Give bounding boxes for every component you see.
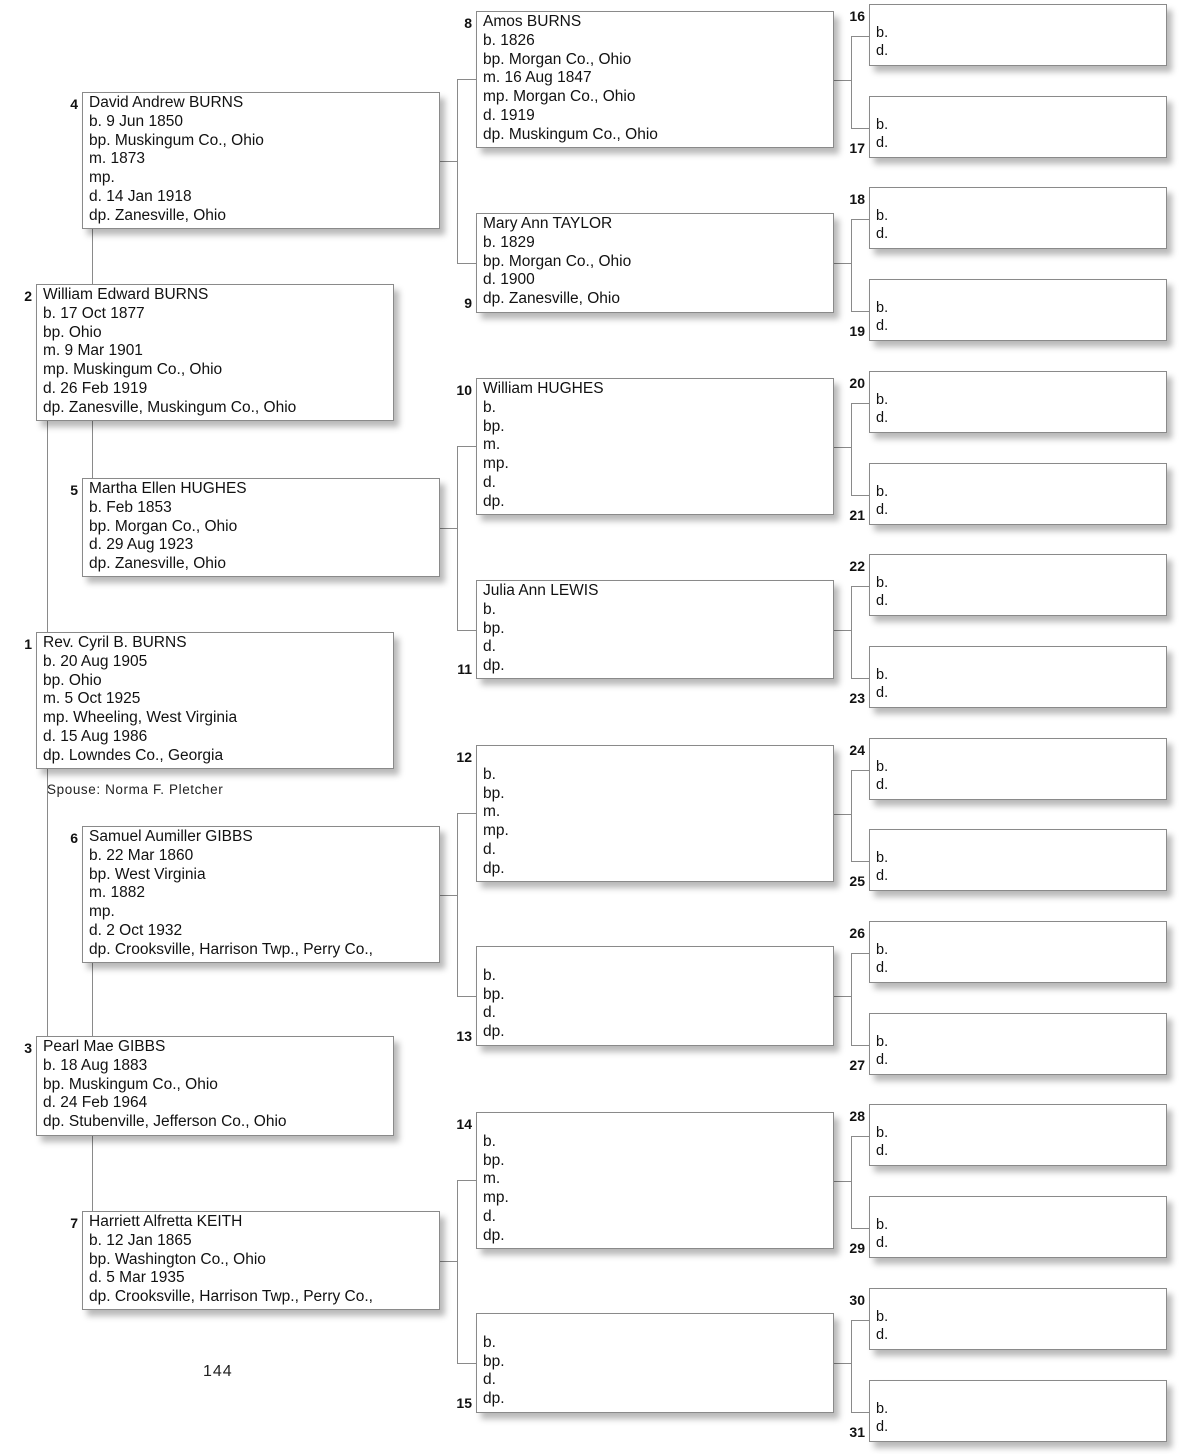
person-name bbox=[483, 1114, 833, 1133]
person-box-13[interactable] bbox=[476, 946, 834, 1046]
person-number-20: 20 bbox=[849, 375, 865, 391]
person-detail: dp. bbox=[483, 859, 505, 877]
connector-6 bbox=[440, 895, 457, 896]
person-detail: d. bbox=[876, 226, 889, 242]
person-detail: d. bbox=[483, 1371, 496, 1389]
connector-5-vertical bbox=[457, 446, 458, 630]
person-box-11[interactable] bbox=[476, 580, 834, 679]
person-name bbox=[483, 747, 833, 766]
person-detail: b. bbox=[876, 207, 889, 224]
person-detail: d. bbox=[483, 638, 496, 656]
person-detail: b. bbox=[876, 1308, 889, 1325]
person-name bbox=[876, 647, 1166, 666]
person-box-26[interactable] bbox=[869, 921, 1167, 983]
person-box-7[interactable] bbox=[82, 1211, 440, 1310]
person-number-30: 30 bbox=[849, 1292, 865, 1308]
person-detail: mp. bbox=[89, 903, 115, 921]
connector-10 bbox=[834, 447, 851, 448]
person-detail: d. bbox=[876, 318, 889, 334]
connector-7 bbox=[440, 1261, 457, 1262]
person-detail: b. bbox=[876, 1216, 889, 1233]
connector-4-to-8 bbox=[457, 79, 476, 80]
person-name bbox=[483, 948, 833, 967]
person-name: Julia Ann LEWIS bbox=[483, 582, 599, 599]
person-box-16[interactable] bbox=[869, 4, 1167, 66]
person-detail: mp. Wheeling, West Virginia bbox=[43, 709, 238, 727]
person-detail: d. bbox=[876, 1419, 889, 1435]
person-detail: b. bbox=[876, 1400, 889, 1417]
person-number-2: 2 bbox=[24, 288, 32, 304]
person-detail: d. 1919 bbox=[483, 106, 535, 124]
person-detail: d. bbox=[876, 410, 889, 426]
person-detail: bp. bbox=[483, 619, 505, 637]
person-detail: b. Feb 1853 bbox=[89, 498, 172, 516]
person-box-18[interactable] bbox=[869, 187, 1167, 249]
person-detail: dp. bbox=[483, 657, 505, 675]
connector-5-to-11 bbox=[457, 630, 476, 631]
person-box-3[interactable] bbox=[36, 1036, 394, 1136]
person-box-24[interactable] bbox=[869, 738, 1167, 800]
person-detail: b. bbox=[876, 483, 889, 500]
connector-7-vertical bbox=[457, 1180, 458, 1363]
connector-7-to-15 bbox=[457, 1363, 476, 1364]
person-detail: mp. bbox=[483, 822, 509, 840]
connector-14 bbox=[834, 1181, 851, 1182]
person-detail: d. 1900 bbox=[483, 271, 535, 289]
person-number-18: 18 bbox=[849, 191, 865, 207]
person-detail: mp. bbox=[89, 169, 115, 187]
person-box-29[interactable] bbox=[869, 1196, 1167, 1258]
person-number-10: 10 bbox=[456, 382, 472, 398]
person-detail: b. bbox=[876, 941, 889, 958]
person-name bbox=[876, 372, 1166, 391]
person-detail: b. 1826 bbox=[483, 31, 535, 49]
connector-4-vertical bbox=[457, 79, 458, 263]
person-detail: bp. bbox=[483, 417, 505, 435]
connector-11-to-22 bbox=[851, 586, 869, 587]
person-detail: dp. Zanesville, Ohio bbox=[483, 290, 620, 308]
connector-10-to-20 bbox=[851, 403, 869, 404]
person-detail: b. bbox=[876, 758, 889, 775]
person-number-31: 31 bbox=[849, 1424, 865, 1440]
person-detail: dp. Stubenville, Jefferson Co., Ohio bbox=[43, 1113, 287, 1131]
person-detail: d. bbox=[483, 1004, 496, 1022]
person-detail: b. bbox=[483, 765, 496, 783]
person-number-16: 16 bbox=[849, 8, 865, 24]
person-number-5: 5 bbox=[70, 482, 78, 498]
person-detail: m. 9 Mar 1901 bbox=[43, 342, 143, 360]
person-detail: b. bbox=[483, 600, 496, 618]
connector-8-to-16 bbox=[851, 36, 869, 37]
person-box-31[interactable] bbox=[869, 1380, 1167, 1442]
spouse-note: Spouse: Norma F. Pletcher bbox=[47, 782, 224, 797]
person-detail: d. bbox=[876, 43, 889, 59]
person-number-8: 8 bbox=[464, 15, 472, 31]
person-detail: b. bbox=[876, 666, 889, 683]
person-detail: d. bbox=[876, 502, 889, 518]
connector-5-to-10 bbox=[457, 446, 476, 447]
person-name: William Edward BURNS bbox=[43, 286, 209, 303]
connector-13-vertical bbox=[851, 953, 852, 1045]
person-box-28[interactable] bbox=[869, 1104, 1167, 1166]
person-detail: mp. bbox=[483, 1189, 509, 1207]
person-detail: d. 2 Oct 1932 bbox=[89, 921, 183, 939]
person-box-27[interactable] bbox=[869, 1013, 1167, 1075]
person-name bbox=[876, 5, 1166, 24]
person-detail: m. bbox=[483, 803, 501, 821]
person-detail: dp. Zanesville, Ohio bbox=[89, 206, 226, 224]
person-detail: mp. bbox=[483, 455, 509, 473]
connector-8-to-17 bbox=[851, 128, 869, 129]
connector-14-vertical bbox=[851, 1136, 852, 1228]
person-box-10[interactable] bbox=[476, 378, 834, 515]
person-name bbox=[876, 97, 1166, 116]
person-detail: dp. Crooksville, Harrison Twp., Perry Co., bbox=[89, 1288, 373, 1306]
connector-15-to-30 bbox=[851, 1320, 869, 1321]
connector-15 bbox=[834, 1363, 851, 1364]
connector-12-to-24 bbox=[851, 770, 869, 771]
person-detail: b. bbox=[483, 398, 496, 416]
connector-8 bbox=[834, 80, 851, 81]
connector-6-to-13 bbox=[457, 996, 476, 997]
person-detail: mp. Morgan Co., Ohio bbox=[483, 88, 636, 106]
person-detail: b. bbox=[876, 574, 889, 591]
person-box-2[interactable] bbox=[36, 284, 394, 421]
person-name bbox=[876, 1105, 1166, 1124]
person-detail: b. bbox=[876, 849, 889, 866]
person-name: William HUGHES bbox=[483, 380, 604, 397]
connector-8-vertical bbox=[851, 36, 852, 128]
person-number-24: 24 bbox=[849, 742, 865, 758]
connector-11-to-23 bbox=[851, 678, 869, 679]
connector-15-to-31 bbox=[851, 1412, 869, 1413]
person-box-22[interactable] bbox=[869, 554, 1167, 616]
person-name bbox=[876, 922, 1166, 941]
person-detail: d. 26 Feb 1919 bbox=[43, 379, 148, 397]
person-number-28: 28 bbox=[849, 1108, 865, 1124]
person-detail: m. 1882 bbox=[89, 884, 146, 902]
connector-14-to-29 bbox=[851, 1228, 869, 1229]
connector-6-vertical bbox=[457, 813, 458, 996]
person-detail: d. bbox=[876, 1327, 889, 1343]
person-detail: b. 20 Aug 1905 bbox=[43, 652, 148, 670]
connector-13-to-26 bbox=[851, 953, 869, 954]
person-detail: d. bbox=[876, 1052, 889, 1068]
person-number-1: 1 bbox=[24, 636, 32, 652]
person-name: Rev. Cyril B. BURNS bbox=[43, 634, 187, 651]
person-detail: b. 12 Jan 1865 bbox=[89, 1231, 192, 1249]
person-detail: b. bbox=[483, 1132, 496, 1150]
person-detail: d. bbox=[876, 1143, 889, 1159]
person-detail: dp. bbox=[483, 1023, 505, 1041]
person-detail: b. bbox=[876, 1033, 889, 1050]
person-detail: bp. Morgan Co., Ohio bbox=[483, 252, 632, 270]
person-detail: d. 24 Feb 1964 bbox=[43, 1094, 148, 1112]
person-detail: bp. Ohio bbox=[43, 323, 102, 341]
person-detail: d. 15 Aug 1986 bbox=[43, 727, 148, 745]
person-detail: b. 17 Oct 1877 bbox=[43, 304, 145, 322]
person-box-30[interactable] bbox=[869, 1288, 1167, 1350]
page-number: 144 bbox=[203, 1363, 233, 1380]
connector-12-to-25 bbox=[851, 861, 869, 862]
person-number-17: 17 bbox=[849, 140, 865, 156]
person-number-12: 12 bbox=[456, 749, 472, 765]
person-detail: bp. bbox=[483, 784, 505, 802]
person-detail: m. 5 Oct 1925 bbox=[43, 690, 141, 708]
connector-4 bbox=[440, 161, 457, 162]
person-number-22: 22 bbox=[849, 558, 865, 574]
person-box-25[interactable] bbox=[869, 829, 1167, 891]
person-detail: dp. bbox=[483, 1390, 505, 1408]
person-detail: b. bbox=[876, 391, 889, 408]
person-detail: b. 9 Jun 1850 bbox=[89, 112, 183, 130]
person-number-19: 19 bbox=[849, 323, 865, 339]
person-number-26: 26 bbox=[849, 925, 865, 941]
connector-14-to-28 bbox=[851, 1136, 869, 1137]
person-number-7: 7 bbox=[70, 1215, 78, 1231]
person-name bbox=[876, 280, 1166, 299]
person-detail: d. bbox=[876, 1235, 889, 1251]
person-detail: d. bbox=[483, 840, 496, 858]
person-number-9: 9 bbox=[464, 295, 472, 311]
connector-9-to-18 bbox=[851, 219, 869, 220]
person-detail: b. 18 Aug 1883 bbox=[43, 1056, 148, 1074]
connector-15-vertical bbox=[851, 1320, 852, 1412]
person-box-14[interactable] bbox=[476, 1112, 834, 1249]
connector-10-to-21 bbox=[851, 495, 869, 496]
person-detail: bp. Muskingum Co., Ohio bbox=[89, 131, 264, 149]
person-name: Harriett Alfretta KEITH bbox=[89, 1213, 243, 1230]
person-detail: b. 1829 bbox=[483, 233, 535, 251]
person-detail: dp. Muskingum Co., Ohio bbox=[483, 125, 658, 143]
person-name: Samuel Aumiller GIBBS bbox=[89, 828, 253, 845]
person-detail: bp. bbox=[483, 985, 505, 1003]
person-box-9[interactable] bbox=[476, 213, 834, 313]
person-number-27: 27 bbox=[849, 1057, 865, 1073]
person-detail: dp. bbox=[483, 1226, 505, 1244]
person-box-23[interactable] bbox=[869, 646, 1167, 708]
person-number-21: 21 bbox=[849, 507, 865, 523]
person-detail: d. 14 Jan 1918 bbox=[89, 187, 192, 205]
person-box-12[interactable] bbox=[476, 745, 834, 882]
person-name bbox=[876, 739, 1166, 758]
person-detail: dp. Zanesville, Ohio bbox=[89, 555, 226, 573]
connector-13-to-27 bbox=[851, 1045, 869, 1046]
person-detail: dp. bbox=[483, 492, 505, 510]
person-number-14: 14 bbox=[456, 1116, 472, 1132]
person-detail: bp. bbox=[483, 1352, 505, 1370]
person-name bbox=[483, 1315, 833, 1334]
person-detail: bp. bbox=[483, 1151, 505, 1169]
person-detail: b. bbox=[876, 299, 889, 316]
person-name: David Andrew BURNS bbox=[89, 94, 244, 111]
person-detail: m. bbox=[483, 1170, 501, 1188]
person-name bbox=[876, 1381, 1166, 1400]
person-number-13: 13 bbox=[456, 1028, 472, 1044]
person-number-4: 4 bbox=[70, 96, 78, 112]
person-name: Amos BURNS bbox=[483, 13, 582, 30]
person-number-6: 6 bbox=[70, 830, 78, 846]
person-detail: b. bbox=[876, 24, 889, 41]
person-detail: b. bbox=[483, 1333, 496, 1351]
person-number-23: 23 bbox=[849, 690, 865, 706]
person-number-29: 29 bbox=[849, 1240, 865, 1256]
person-box-5[interactable] bbox=[82, 478, 440, 577]
person-box-4[interactable] bbox=[82, 92, 440, 229]
person-number-25: 25 bbox=[849, 873, 865, 889]
person-detail: dp. Lowndes Co., Georgia bbox=[43, 746, 224, 764]
person-detail: mp. Muskingum Co., Ohio bbox=[43, 361, 223, 379]
person-detail: m. bbox=[483, 436, 501, 454]
person-detail: d. bbox=[876, 868, 889, 884]
person-number-3: 3 bbox=[24, 1040, 32, 1056]
person-number-15: 15 bbox=[456, 1395, 472, 1411]
connector-11-vertical bbox=[851, 586, 852, 678]
connector-10-vertical bbox=[851, 403, 852, 495]
person-box-1[interactable] bbox=[36, 632, 394, 769]
connector-9 bbox=[834, 263, 851, 264]
connector-4-to-9 bbox=[457, 263, 476, 264]
person-box-6[interactable] bbox=[82, 826, 440, 963]
person-name bbox=[876, 555, 1166, 574]
person-detail: d. bbox=[876, 593, 889, 609]
connector-9-to-19 bbox=[851, 311, 869, 312]
person-box-15[interactable] bbox=[476, 1313, 834, 1413]
person-detail: b. 22 Mar 1860 bbox=[89, 846, 194, 864]
person-box-8[interactable] bbox=[476, 11, 834, 148]
connector-12-vertical bbox=[851, 770, 852, 861]
person-detail: b. bbox=[876, 1124, 889, 1141]
connector-11 bbox=[834, 630, 851, 631]
person-detail: d. 29 Aug 1923 bbox=[89, 536, 194, 554]
person-detail: d. bbox=[876, 135, 889, 151]
person-name: Pearl Mae GIBBS bbox=[43, 1038, 166, 1055]
person-name: Martha Ellen HUGHES bbox=[89, 480, 247, 497]
person-detail: dp. Zanesville, Muskingum Co., Ohio bbox=[43, 398, 297, 416]
person-name: Mary Ann TAYLOR bbox=[483, 215, 613, 232]
person-box-19[interactable] bbox=[869, 279, 1167, 341]
person-detail: dp. Crooksville, Harrison Twp., Perry Co., bbox=[89, 940, 373, 958]
person-detail: d. bbox=[483, 473, 496, 491]
person-box-17[interactable] bbox=[869, 96, 1167, 158]
person-detail: bp. Muskingum Co., Ohio bbox=[43, 1075, 218, 1093]
person-detail: bp. Washington Co., Ohio bbox=[89, 1250, 266, 1268]
person-detail: m. 16 Aug 1847 bbox=[483, 69, 592, 87]
person-detail: b. bbox=[876, 116, 889, 133]
person-box-21[interactable] bbox=[869, 463, 1167, 525]
person-detail: d. bbox=[876, 777, 889, 793]
person-name bbox=[876, 188, 1166, 207]
connector-6-to-12 bbox=[457, 813, 476, 814]
person-detail: bp. West Virginia bbox=[89, 865, 206, 883]
person-detail: d. bbox=[483, 1207, 496, 1225]
person-name bbox=[876, 464, 1166, 483]
person-name bbox=[876, 1014, 1166, 1033]
person-number-11: 11 bbox=[457, 661, 472, 677]
person-detail: b. bbox=[483, 966, 496, 984]
connector-7-to-14 bbox=[457, 1180, 476, 1181]
person-detail: bp. Ohio bbox=[43, 671, 102, 689]
connector-13 bbox=[834, 996, 851, 997]
person-detail: bp. Morgan Co., Ohio bbox=[483, 50, 632, 68]
person-detail: d. bbox=[876, 960, 889, 976]
person-detail: d. bbox=[876, 685, 889, 701]
person-name bbox=[876, 1197, 1166, 1216]
connector-9-vertical bbox=[851, 219, 852, 311]
person-detail: m. 1873 bbox=[89, 150, 146, 168]
person-detail: bp. Morgan Co., Ohio bbox=[89, 517, 238, 535]
person-name bbox=[876, 830, 1166, 849]
person-name bbox=[876, 1289, 1166, 1308]
connector-12 bbox=[834, 814, 851, 815]
connector-5 bbox=[440, 528, 457, 529]
person-detail: d. 5 Mar 1935 bbox=[89, 1269, 185, 1287]
person-box-20[interactable] bbox=[869, 371, 1167, 433]
